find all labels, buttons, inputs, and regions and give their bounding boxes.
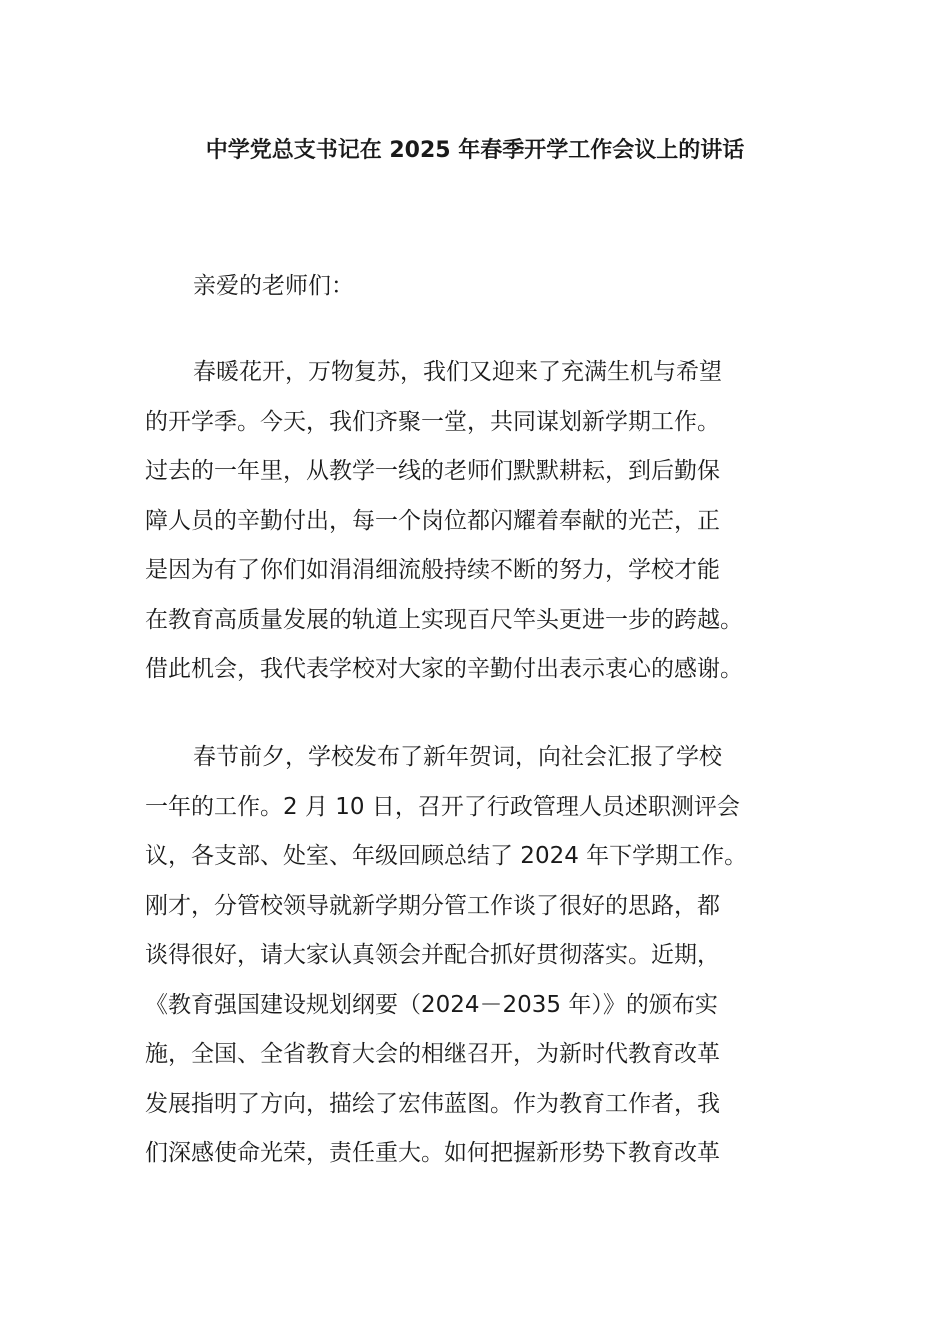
document-title: 中学党总支书记在 2025 年春季开学工作会议上的讲话	[205, 138, 745, 163]
paragraph-line: 春节前夕，学校发布了新年贺词，向社会汇报了学校	[193, 744, 722, 770]
paragraph-line: 借此机会，我代表学校对大家的辛勤付出表示衷心的感谢。	[145, 656, 743, 682]
paragraph-line: 过去的一年里，从教学一线的老师们默默耕耘，到后勤保	[145, 458, 720, 484]
paragraph-line: 议，各支部、处室、年级回顾总结了 2024 年下学期工作。	[145, 843, 748, 869]
paragraph-line: 障人员的辛勤付出，每一个岗位都闪耀着奉献的光芒，正	[145, 507, 720, 534]
paragraph-line: 《教育强国建设规划纲要（2024－2035 年）》的颁布实	[145, 991, 718, 1018]
paragraph-2	[145, 733, 805, 1179]
paragraph-line: 刚才，分管校领导就新学期分管工作谈了很好的思路，都	[145, 892, 720, 919]
paragraph-line: 的开学季。今天，我们齐聚一堂，共同谋划新学期工作。	[145, 408, 720, 435]
paragraph-line: 施，全国、全省教育大会的相继召开，为新时代教育改革	[145, 1041, 720, 1067]
paragraph-line: 们深感使命光荣，责任重大。如何把握新形势下教育改革	[145, 1140, 720, 1166]
paragraph-line: 谈得很好，请大家认真领会并配合抓好贯彻落实。近期，	[145, 942, 720, 968]
paragraph-line: 一年的工作。2 月 10 日，召开了行政管理人员述职测评会	[145, 793, 740, 820]
salutation: 亲爱的老师们：	[193, 273, 354, 299]
paragraph-line: 在教育高质量发展的轨道上实现百尺竿头更进一步的跨越。	[145, 606, 743, 633]
paragraph-line: 发展指明了方向，描绘了宏伟蓝图。作为教育工作者，我	[145, 1090, 720, 1117]
paragraph-line: 春暖花开，万物复苏，我们又迎来了充满生机与希望	[193, 359, 722, 385]
paragraph-1	[145, 348, 805, 695]
paragraph-line: 是因为有了你们如涓涓细流般持续不断的努力，学校才能	[145, 557, 720, 583]
